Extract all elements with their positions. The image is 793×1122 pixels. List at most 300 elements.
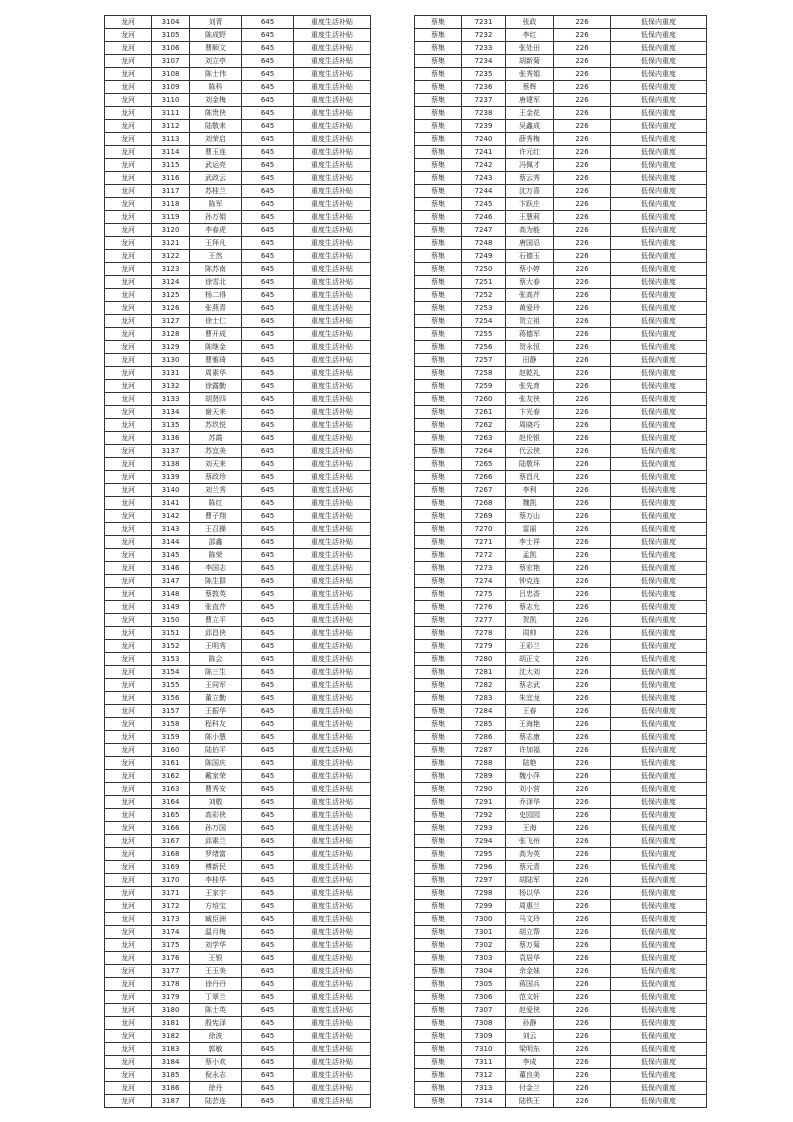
name-cell: 王金花	[506, 107, 554, 120]
subsidy-type-cell: 重度生活补贴	[294, 16, 371, 29]
amount-cell: 645	[242, 276, 294, 289]
serial-number-cell: 7273	[462, 562, 506, 575]
amount-cell: 226	[554, 1082, 611, 1095]
subsidy-type-cell: 重度生活补贴	[294, 419, 371, 432]
serial-number-cell: 7289	[462, 770, 506, 783]
township-cell: 龙河	[105, 315, 152, 328]
table-row	[415, 250, 707, 263]
name-cell: 李利	[506, 484, 554, 497]
name-cell: 刘敬	[190, 796, 242, 809]
amount-cell: 226	[554, 328, 611, 341]
township-cell: 龙河	[105, 770, 152, 783]
amount-cell: 645	[242, 848, 294, 861]
name-cell: 刘兰秀	[190, 484, 242, 497]
serial-number-cell: 3110	[152, 94, 190, 107]
table-row	[415, 913, 707, 926]
subsidy-type-cell: 重度生活补贴	[294, 302, 371, 315]
subsidy-type-cell: 重度生活补贴	[294, 471, 371, 484]
subsidy-type-cell: 低保内重度	[611, 94, 707, 107]
table-row	[415, 393, 707, 406]
amount-cell: 226	[554, 796, 611, 809]
township-cell: 蔡集	[415, 172, 462, 185]
name-cell: 张高芹	[506, 289, 554, 302]
table-row	[415, 861, 707, 874]
name-cell: 刘天来	[190, 458, 242, 471]
name-cell: 李成	[506, 1056, 554, 1069]
township-cell: 蔡集	[415, 185, 462, 198]
table-row	[415, 770, 707, 783]
amount-cell: 645	[242, 705, 294, 718]
amount-cell: 226	[554, 614, 611, 627]
table-row	[105, 406, 371, 419]
table-row	[415, 549, 707, 562]
subsidy-type-cell: 重度生活补贴	[294, 965, 371, 978]
serial-number-cell: 3143	[152, 523, 190, 536]
amount-cell: 645	[242, 315, 294, 328]
township-cell: 蔡集	[415, 302, 462, 315]
serial-number-cell: 7284	[462, 705, 506, 718]
amount-cell: 226	[554, 874, 611, 887]
township-cell: 龙河	[105, 406, 152, 419]
township-cell: 龙河	[105, 978, 152, 991]
name-cell: 陈生群	[190, 575, 242, 588]
serial-number-cell: 3127	[152, 315, 190, 328]
township-cell: 龙河	[105, 640, 152, 653]
subsidy-type-cell: 低保内重度	[611, 1069, 707, 1082]
amount-cell: 226	[554, 172, 611, 185]
table-row	[415, 16, 707, 29]
township-cell: 蔡集	[415, 939, 462, 952]
township-cell: 蔡集	[415, 822, 462, 835]
amount-cell: 645	[242, 692, 294, 705]
amount-cell: 226	[554, 55, 611, 68]
subsidy-type-cell: 重度生活补贴	[294, 588, 371, 601]
serial-number-cell: 3113	[152, 133, 190, 146]
subsidy-type-cell: 重度生活补贴	[294, 393, 371, 406]
subsidy-type-cell: 重度生活补贴	[294, 562, 371, 575]
table-row	[105, 783, 371, 796]
amount-cell: 226	[554, 263, 611, 276]
table-row	[415, 107, 707, 120]
subsidy-type-cell: 重度生活补贴	[294, 211, 371, 224]
serial-number-cell: 3153	[152, 653, 190, 666]
amount-cell: 226	[554, 705, 611, 718]
name-cell: 余金妹	[506, 965, 554, 978]
table-row	[105, 133, 371, 146]
table-row	[415, 588, 707, 601]
subsidy-type-cell: 重度生活补贴	[294, 81, 371, 94]
name-cell: 徐波	[190, 1030, 242, 1043]
table-row	[105, 393, 371, 406]
amount-cell: 645	[242, 120, 294, 133]
amount-cell: 226	[554, 640, 611, 653]
table-row	[415, 510, 707, 523]
name-cell: 臧臣洲	[190, 913, 242, 926]
amount-cell: 645	[242, 1082, 294, 1095]
table-row	[415, 939, 707, 952]
subsidy-type-cell: 重度生活补贴	[294, 1004, 371, 1017]
table-row	[415, 445, 707, 458]
serial-number-cell: 7300	[462, 913, 506, 926]
table-row	[105, 16, 371, 29]
amount-cell: 645	[242, 42, 294, 55]
serial-number-cell: 7296	[462, 861, 506, 874]
subsidy-type-cell: 低保内重度	[611, 302, 707, 315]
amount-cell: 645	[242, 419, 294, 432]
serial-number-cell: 7238	[462, 107, 506, 120]
serial-number-cell: 3135	[152, 419, 190, 432]
township-cell: 龙河	[105, 562, 152, 575]
subsidy-type-cell: 重度生活补贴	[294, 523, 371, 536]
township-cell: 龙河	[105, 354, 152, 367]
serial-number-cell: 7298	[462, 887, 506, 900]
name-cell: 唐建军	[506, 94, 554, 107]
serial-number-cell: 7254	[462, 315, 506, 328]
name-cell: 沈大刘	[506, 666, 554, 679]
serial-number-cell: 3186	[152, 1082, 190, 1095]
township-cell: 龙河	[105, 926, 152, 939]
serial-number-cell: 7276	[462, 601, 506, 614]
name-cell: 杨二得	[190, 289, 242, 302]
subsidy-type-cell: 重度生活补贴	[294, 809, 371, 822]
name-cell: 赵爱侠	[506, 1004, 554, 1017]
amount-cell: 645	[242, 653, 294, 666]
township-cell: 蔡集	[415, 1082, 462, 1095]
name-cell: 李国志	[190, 562, 242, 575]
serial-number-cell: 7308	[462, 1017, 506, 1030]
subsidy-type-cell: 重度生活补贴	[294, 822, 371, 835]
serial-number-cell: 7285	[462, 718, 506, 731]
subsidy-type-cell: 重度生活补贴	[294, 731, 371, 744]
amount-cell: 226	[554, 822, 611, 835]
name-cell: 沈万喜	[506, 185, 554, 198]
township-cell: 蔡集	[415, 588, 462, 601]
subsidy-type-cell: 低保内重度	[611, 224, 707, 237]
subsidy-type-cell: 重度生活补贴	[294, 757, 371, 770]
amount-cell: 645	[242, 471, 294, 484]
name-cell: 蔡万菊	[506, 939, 554, 952]
amount-cell: 226	[554, 1004, 611, 1017]
amount-cell: 645	[242, 887, 294, 900]
township-cell: 蔡集	[415, 250, 462, 263]
serial-number-cell: 3104	[152, 16, 190, 29]
table-row	[415, 419, 707, 432]
name-cell: 蔡云秀	[506, 172, 554, 185]
amount-cell: 645	[242, 133, 294, 146]
name-cell: 陈会	[190, 653, 242, 666]
subsidy-type-cell: 重度生活补贴	[294, 770, 371, 783]
serial-number-cell: 3109	[152, 81, 190, 94]
subsidy-type-cell: 重度生活补贴	[294, 250, 371, 263]
subsidy-type-cell: 低保内重度	[611, 510, 707, 523]
name-cell: 高为英	[506, 848, 554, 861]
name-cell: 陈三生	[190, 666, 242, 679]
township-cell: 蔡集	[415, 224, 462, 237]
township-cell: 龙河	[105, 1030, 152, 1043]
township-cell: 蔡集	[415, 432, 462, 445]
township-cell: 蔡集	[415, 29, 462, 42]
table-row	[105, 250, 371, 263]
table-row	[415, 692, 707, 705]
table-row	[105, 978, 371, 991]
serial-number-cell: 7313	[462, 1082, 506, 1095]
amount-cell: 645	[242, 731, 294, 744]
amount-cell: 226	[554, 341, 611, 354]
amount-cell: 226	[554, 575, 611, 588]
township-cell: 蔡集	[415, 484, 462, 497]
subsidy-type-cell: 低保内重度	[611, 575, 707, 588]
table-row	[105, 913, 371, 926]
serial-number-cell: 7234	[462, 55, 506, 68]
serial-number-cell: 7232	[462, 29, 506, 42]
township-cell: 蔡集	[415, 263, 462, 276]
amount-cell: 226	[554, 952, 611, 965]
subsidy-type-cell: 低保内重度	[611, 900, 707, 913]
table-row	[415, 991, 707, 1004]
township-cell: 龙河	[105, 380, 152, 393]
table-row	[415, 367, 707, 380]
serial-number-cell: 3160	[152, 744, 190, 757]
township-cell: 龙河	[105, 1043, 152, 1056]
table-row	[415, 1004, 707, 1017]
amount-cell: 645	[242, 211, 294, 224]
table-row	[105, 1069, 371, 1082]
table-row	[415, 211, 707, 224]
subsidy-type-cell: 重度生活补贴	[294, 406, 371, 419]
serial-number-cell: 3140	[152, 484, 190, 497]
name-cell: 赵伦银	[506, 432, 554, 445]
table-row	[105, 237, 371, 250]
table-row	[105, 523, 371, 536]
subsidy-type-cell: 低保内重度	[611, 1004, 707, 1017]
township-cell: 蔡集	[415, 211, 462, 224]
table-row	[105, 1030, 371, 1043]
amount-cell: 226	[554, 783, 611, 796]
table-row	[415, 1030, 707, 1043]
name-cell: 戴家荣	[190, 770, 242, 783]
serial-number-cell: 7282	[462, 679, 506, 692]
serial-number-cell: 7275	[462, 588, 506, 601]
subsidy-type-cell: 重度生活补贴	[294, 1043, 371, 1056]
serial-number-cell: 3151	[152, 627, 190, 640]
subsidy-type-cell: 重度生活补贴	[294, 887, 371, 900]
table-row	[105, 458, 371, 471]
name-cell: 蔡昌凡	[506, 471, 554, 484]
name-cell: 杨以华	[506, 887, 554, 900]
table-row	[105, 666, 371, 679]
township-cell: 龙河	[105, 757, 152, 770]
table-row	[105, 887, 371, 900]
subsidy-type-cell: 低保内重度	[611, 952, 707, 965]
amount-cell: 226	[554, 744, 611, 757]
township-cell: 龙河	[105, 224, 152, 237]
township-cell: 蔡集	[415, 341, 462, 354]
name-cell: 张友侠	[506, 393, 554, 406]
township-cell: 龙河	[105, 159, 152, 172]
amount-cell: 226	[554, 289, 611, 302]
township-cell: 龙河	[105, 263, 152, 276]
township-cell: 龙河	[105, 666, 152, 679]
serial-number-cell: 7253	[462, 302, 506, 315]
township-cell: 龙河	[105, 250, 152, 263]
name-cell: 周素华	[190, 367, 242, 380]
table-row	[105, 419, 371, 432]
amount-cell: 645	[242, 263, 294, 276]
amount-cell: 226	[554, 146, 611, 159]
name-cell: 张秀娟	[506, 68, 554, 81]
subsidy-type-cell: 重度生活补贴	[294, 107, 371, 120]
township-cell: 龙河	[105, 419, 152, 432]
township-cell: 蔡集	[415, 614, 462, 627]
table-row	[105, 627, 371, 640]
township-cell: 蔡集	[415, 562, 462, 575]
name-cell: 田静	[506, 354, 554, 367]
township-cell: 蔡集	[415, 1030, 462, 1043]
table-row	[415, 29, 707, 42]
table-row	[105, 367, 371, 380]
name-cell: 孙万国	[190, 822, 242, 835]
subsidy-type-cell: 重度生活补贴	[294, 874, 371, 887]
subsidy-type-cell: 重度生活补贴	[294, 198, 371, 211]
subsidy-type-cell: 低保内重度	[611, 68, 707, 81]
serial-number-cell: 3162	[152, 770, 190, 783]
serial-number-cell: 3123	[152, 263, 190, 276]
table-row	[105, 744, 371, 757]
township-cell: 龙河	[105, 692, 152, 705]
subsidy-type-cell: 低保内重度	[611, 562, 707, 575]
table-row	[415, 484, 707, 497]
subsidy-type-cell: 重度生活补贴	[294, 263, 371, 276]
serial-number-cell: 7279	[462, 640, 506, 653]
township-cell: 龙河	[105, 1082, 152, 1095]
subsidy-type-cell: 重度生活补贴	[294, 328, 371, 341]
township-cell: 蔡集	[415, 1004, 462, 1017]
amount-cell: 226	[554, 991, 611, 1004]
table-row	[105, 822, 371, 835]
table-row	[415, 796, 707, 809]
township-cell: 蔡集	[415, 471, 462, 484]
table-row	[415, 744, 707, 757]
subsidy-type-cell: 重度生活补贴	[294, 978, 371, 991]
subsidy-type-cell: 重度生活补贴	[294, 653, 371, 666]
township-cell: 龙河	[105, 289, 152, 302]
serial-number-cell: 3179	[152, 991, 190, 1004]
subsidy-type-cell: 低保内重度	[611, 185, 707, 198]
name-cell: 刘立亭	[190, 55, 242, 68]
township-cell: 蔡集	[415, 419, 462, 432]
township-cell: 龙河	[105, 484, 152, 497]
serial-number-cell: 3106	[152, 42, 190, 55]
name-cell: 周晓巧	[506, 419, 554, 432]
subsidy-type-cell: 低保内重度	[611, 653, 707, 666]
amount-cell: 226	[554, 718, 611, 731]
table-row	[415, 601, 707, 614]
subsidy-type-cell: 重度生活补贴	[294, 601, 371, 614]
subsidy-type-cell: 重度生活补贴	[294, 133, 371, 146]
serial-number-cell: 7267	[462, 484, 506, 497]
table-row	[415, 536, 707, 549]
table-row	[105, 939, 371, 952]
table-row	[105, 653, 371, 666]
name-cell: 方培宝	[190, 900, 242, 913]
amount-cell: 226	[554, 1043, 611, 1056]
table-row	[415, 380, 707, 393]
name-cell: 王然	[190, 250, 242, 263]
serial-number-cell: 7239	[462, 120, 506, 133]
serial-number-cell: 7268	[462, 497, 506, 510]
name-cell: 丁翠兰	[190, 991, 242, 1004]
amount-cell: 645	[242, 640, 294, 653]
table-row	[415, 302, 707, 315]
township-cell: 蔡集	[415, 276, 462, 289]
name-cell: 董立勤	[190, 692, 242, 705]
serial-number-cell: 7265	[462, 458, 506, 471]
subsidy-type-cell: 低保内重度	[611, 809, 707, 822]
name-cell: 唐国忍	[506, 237, 554, 250]
name-cell: 曹开成	[190, 328, 242, 341]
name-cell: 曹顺文	[190, 42, 242, 55]
township-cell: 龙河	[105, 549, 152, 562]
table-row	[105, 1056, 371, 1069]
amount-cell: 226	[554, 900, 611, 913]
table-row	[105, 68, 371, 81]
amount-cell: 226	[554, 757, 611, 770]
serial-number-cell: 3152	[152, 640, 190, 653]
subsidy-type-cell: 低保内重度	[611, 744, 707, 757]
table-row	[415, 562, 707, 575]
serial-number-cell: 3169	[152, 861, 190, 874]
name-cell: 王振华	[190, 705, 242, 718]
serial-number-cell: 3129	[152, 341, 190, 354]
serial-number-cell: 7283	[462, 692, 506, 705]
amount-cell: 645	[242, 757, 294, 770]
amount-cell: 226	[554, 458, 611, 471]
name-cell: 刘金梅	[190, 94, 242, 107]
name-cell: 胡正文	[506, 653, 554, 666]
table-row	[415, 237, 707, 250]
subsidy-type-cell: 低保内重度	[611, 211, 707, 224]
name-cell: 胡陆军	[506, 874, 554, 887]
name-cell: 王银	[190, 952, 242, 965]
table-row	[105, 445, 371, 458]
name-cell: 邵鑫	[190, 536, 242, 549]
township-cell: 蔡集	[415, 523, 462, 536]
amount-cell: 226	[554, 367, 611, 380]
township-cell: 龙河	[105, 1056, 152, 1069]
amount-cell: 226	[554, 679, 611, 692]
name-cell: 周帅	[506, 627, 554, 640]
name-cell: 蔡政珍	[190, 471, 242, 484]
amount-cell: 226	[554, 354, 611, 367]
subsidy-type-cell: 低保内重度	[611, 1030, 707, 1043]
subsidy-type-cell: 低保内重度	[611, 757, 707, 770]
township-cell: 蔡集	[415, 146, 462, 159]
serial-number-cell: 3133	[152, 393, 190, 406]
serial-number-cell: 3178	[152, 978, 190, 991]
serial-number-cell: 7292	[462, 809, 506, 822]
township-cell: 蔡集	[415, 94, 462, 107]
table-row	[105, 380, 371, 393]
table-row	[415, 263, 707, 276]
amount-cell: 226	[554, 484, 611, 497]
name-cell: 张先育	[506, 380, 554, 393]
name-cell: 贺凯	[506, 614, 554, 627]
subsidy-type-cell: 低保内重度	[611, 1095, 707, 1108]
township-cell: 蔡集	[415, 354, 462, 367]
serial-number-cell: 7288	[462, 757, 506, 770]
township-cell: 蔡集	[415, 627, 462, 640]
subsidy-type-cell: 低保内重度	[611, 1043, 707, 1056]
